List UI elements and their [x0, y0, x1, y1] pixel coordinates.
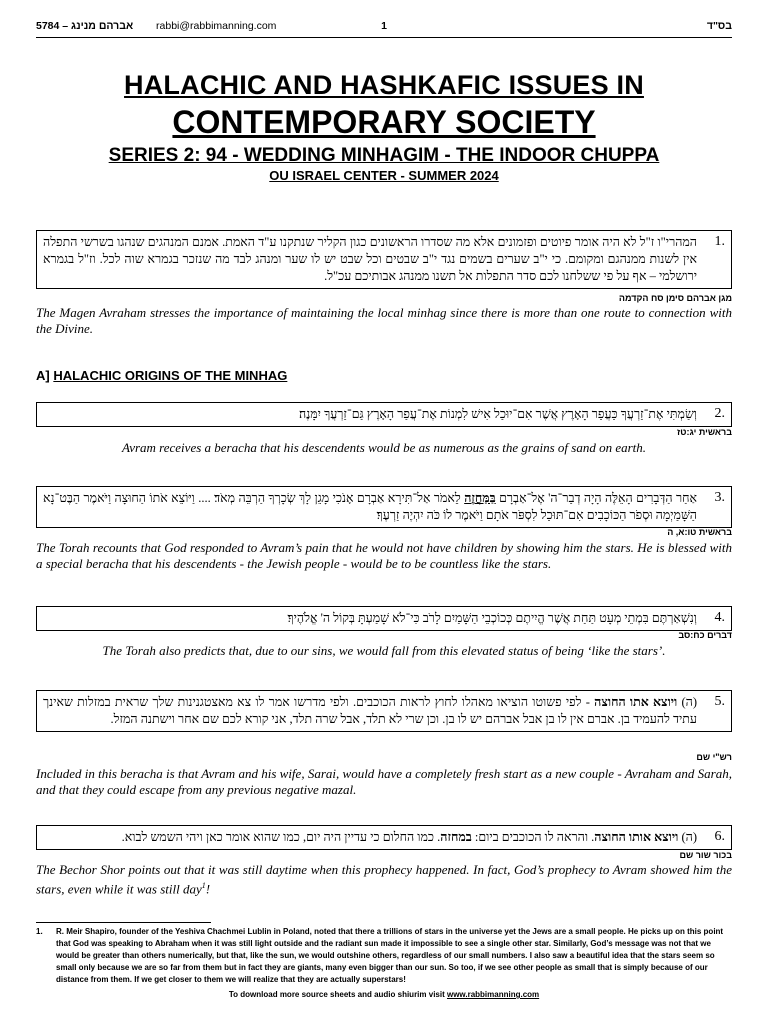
footnote-ref[interactable]: 1 [201, 881, 206, 890]
source-hebrew-text [43, 490, 697, 524]
source-number: 2. [714, 406, 725, 421]
hebrew-emphasis: ויוצא אתו החוצה [594, 695, 678, 709]
title-line-1: HALACHIC AND HASHKAFIC ISSUES IN [124, 70, 644, 100]
hebrew-segment: . והראה לו הכוכבים ביום: [471, 830, 595, 844]
section-title: HALACHIC ORIGINS OF THE MINHAG [53, 368, 288, 383]
footnote [36, 926, 732, 986]
hebrew-segment: לֵאמֹר אַל־תִּירָא אַבְרָם אָנֹכִי מָגֵן לָךְ שְׂכָרְךָ הַרְבֵּה מְאֹד׃ .... וַיּוֹצֵא אֹתוֹ הַחוּצָה וַיֹּאמֶר הַבֶּט־נָא הַשָּׁמַיְמָה וּסְפֹר הַכּוֹכָבִים אִם־תּוּכַל לִסְפֹּר אֹתָם וַיֹּאמֶר לוֹ כֹּה יִהְיֶה זַרְעֶךָ׃ [43, 491, 697, 522]
title-line-3: SERIES 2: 94 - WEDDING MINHAGIM - THE INDOOR CHUPPA [108, 145, 660, 166]
page-number: 1 [381, 20, 387, 32]
source-box-1 [36, 230, 732, 289]
source-translation: The Magen Avraham stresses the importance of maintaining the local minhag since there is more than one route to connection with the Divine. [36, 305, 732, 336]
footnote-text: R. Meir Shapiro, founder of the Yeshiva Chachmei Lublin in Poland, noted that there a trillions of stars in the universe yet the Jews are a small people. He picks up on this point that God was speaking to Abraham when it was still light outside and the radiant sun made it impossible to see a single other star. Similarly, God’s message was not that we would be greater than others numerically, but that, like the sun, we would outshine others, regardless of our small numbers. I also saw a beautiful idea that the stars seem so small only because we are so far from them but in fact they are giants, many even bigger than our sun. So too, if we see other people as small that is simply because of our distance from them. If we get closer to them we will realize that they are actually superstars! [56, 927, 724, 984]
footnote-number: 1. [36, 927, 43, 936]
source-box-6 [36, 825, 732, 850]
header-bsd: בס"ד [706, 20, 732, 32]
source-translation: The Torah also predicts that, due to our sins, we would fall from this elevated status of being ‘like the stars’. [102, 643, 666, 658]
title-line-4: OU ISRAEL CENTER - SUMMER 2024 [269, 168, 499, 183]
source-number: 1. [714, 234, 725, 249]
hebrew-emphasis: ויוצא אותו החוצה [594, 830, 679, 844]
footer-website-link[interactable]: www.rabbimanning.com [446, 990, 540, 999]
source-translation: Avram receives a beracha that his descendents would be as numerous as the grains of sand on earth. [121, 440, 647, 455]
section-heading [36, 368, 287, 383]
hebrew-segment: - לפי פשוטו הוציאו מאהלו לחוץ לראות הכוכבים. ולפי מדרשו אמר לו צא מאצטגנינות שלך שראית במזלות שאינך עתיד להעמיד בן. אברם אין לו בן אבל אברהם יש לו בן. וכן שרי לא תלד, אבל שרה תלד, אני קורא לכם שם אחר וישתנה המזל. [43, 695, 697, 726]
source-hebrew-text [43, 694, 697, 728]
source-box-3 [36, 486, 732, 528]
header-year: 5784 – [36, 20, 69, 32]
page-header [36, 20, 732, 36]
source-number: 5. [714, 694, 725, 709]
source-number: 6. [714, 829, 725, 844]
footer-text: To download more source sheets and audio shiurim visit [228, 990, 447, 999]
header-email-link[interactable]: rabbi@rabbimanning.com [156, 20, 277, 32]
source-box-4 [36, 606, 732, 631]
source-translation: The Torah recounts that God responded to Avram’s pain that he would not have children by showing him the stars. He is blessed with a special beracha that his descendents - the Jewish people - would be to be countless like the stars. [36, 540, 732, 571]
hebrew-segment: (ה) [677, 695, 697, 709]
source-hebrew-text: וְשַׂמְתִּי אֶת־זַרְעֲךָ כַּעֲפַר הָאָרֶץ אֲשֶׁר אִם־יוּכַל אִישׁ לִמְנוֹת אֶת־עֲפַר הָאָרֶץ גַּם־זַרְעֲךָ יִמָּנֶה׃ [299, 407, 697, 421]
source-citation: רש"י שם [696, 752, 732, 762]
source-translation [36, 862, 732, 897]
source-hebrew-text [43, 829, 697, 846]
hebrew-emphasis: במחזה [440, 830, 472, 844]
footnote-divider [36, 922, 211, 923]
source-box-2 [36, 402, 732, 427]
source-citation: דברים כח:סב [678, 630, 732, 640]
hebrew-segment: . כמו החלום כי עדיין היה יום, כמו שהוא אומר כאן ויהי השמש לבוא. [121, 830, 441, 844]
section-prefix: A] [36, 368, 50, 383]
source-citation: בראשית יג:טז [677, 427, 732, 437]
source-hebrew-text: המהרי"ו ז"ל לא היה אומר פיוטים ופזמונים אלא מה שסדרו הראשונים כגון הקליר שנתקנו ע"ד האמת. אמנם המנהגים שנהגו בשרשי התפלה אין לשנות ממנהגם ומקומם. כי י"ב שערים בשמים נגד י"ב שבטים וכל שבט יש לו שער ומנהג לבד מה שנזכר בגמרא שוה לכל. וז"ל בגמרא ירושלמי – אף על פי ששלחנו לכם סדר התפלות אל תשנו ממנהג אבותיכם עכ"ל. [43, 235, 697, 283]
hebrew-segment: אַחַר הַדְּבָרִים הָאֵלֶּה הָיָה דְבַר־ה' אֶל־אַבְרָם [495, 491, 697, 505]
source-citation: בראשית טו:א, ה [667, 527, 732, 537]
translation-text: The Bechor Shor points out that it was still daytime when this prophecy happened. In fact, God’s prophecy to Avram showed him the stars, even while it was still day [36, 862, 732, 897]
header-divider [36, 37, 732, 38]
title-line-2: CONTEMPORARY SOCIETY [172, 104, 596, 140]
header-author: אברהם מנינג [71, 20, 134, 32]
source-translation: Included in this beracha is that Avram and his wife, Sarai, would have a completely fresh start as a new couple - Avraham and Sarah, and that they could escape from any previous negative mazal. [36, 766, 732, 797]
source-hebrew-text: וְנִשְׁאַרְתֶּם בִּמְתֵי מְעָט תַּחַת אֲשֶׁר הֱיִיתֶם כְּכוֹכְבֵי הַשָּׁמַיִם לָרֹב כִּי־לֹא שָׁמַעְתָּ בְּקוֹל ה' אֱלֹהֶיךָ׃ [287, 611, 697, 625]
hebrew-segment: (ה) [678, 830, 697, 844]
source-box-5 [36, 690, 732, 732]
source-citation: מגן אברהם סימן סח הקדמה [618, 293, 732, 303]
source-citation: בכור שור שם [679, 850, 732, 860]
page-footer [0, 990, 768, 999]
source-number: 4. [714, 610, 725, 625]
source-number: 3. [714, 490, 725, 505]
hebrew-emphasis: בַּמַּחֲזֶה [464, 491, 496, 505]
translation-text: ! [205, 881, 211, 897]
